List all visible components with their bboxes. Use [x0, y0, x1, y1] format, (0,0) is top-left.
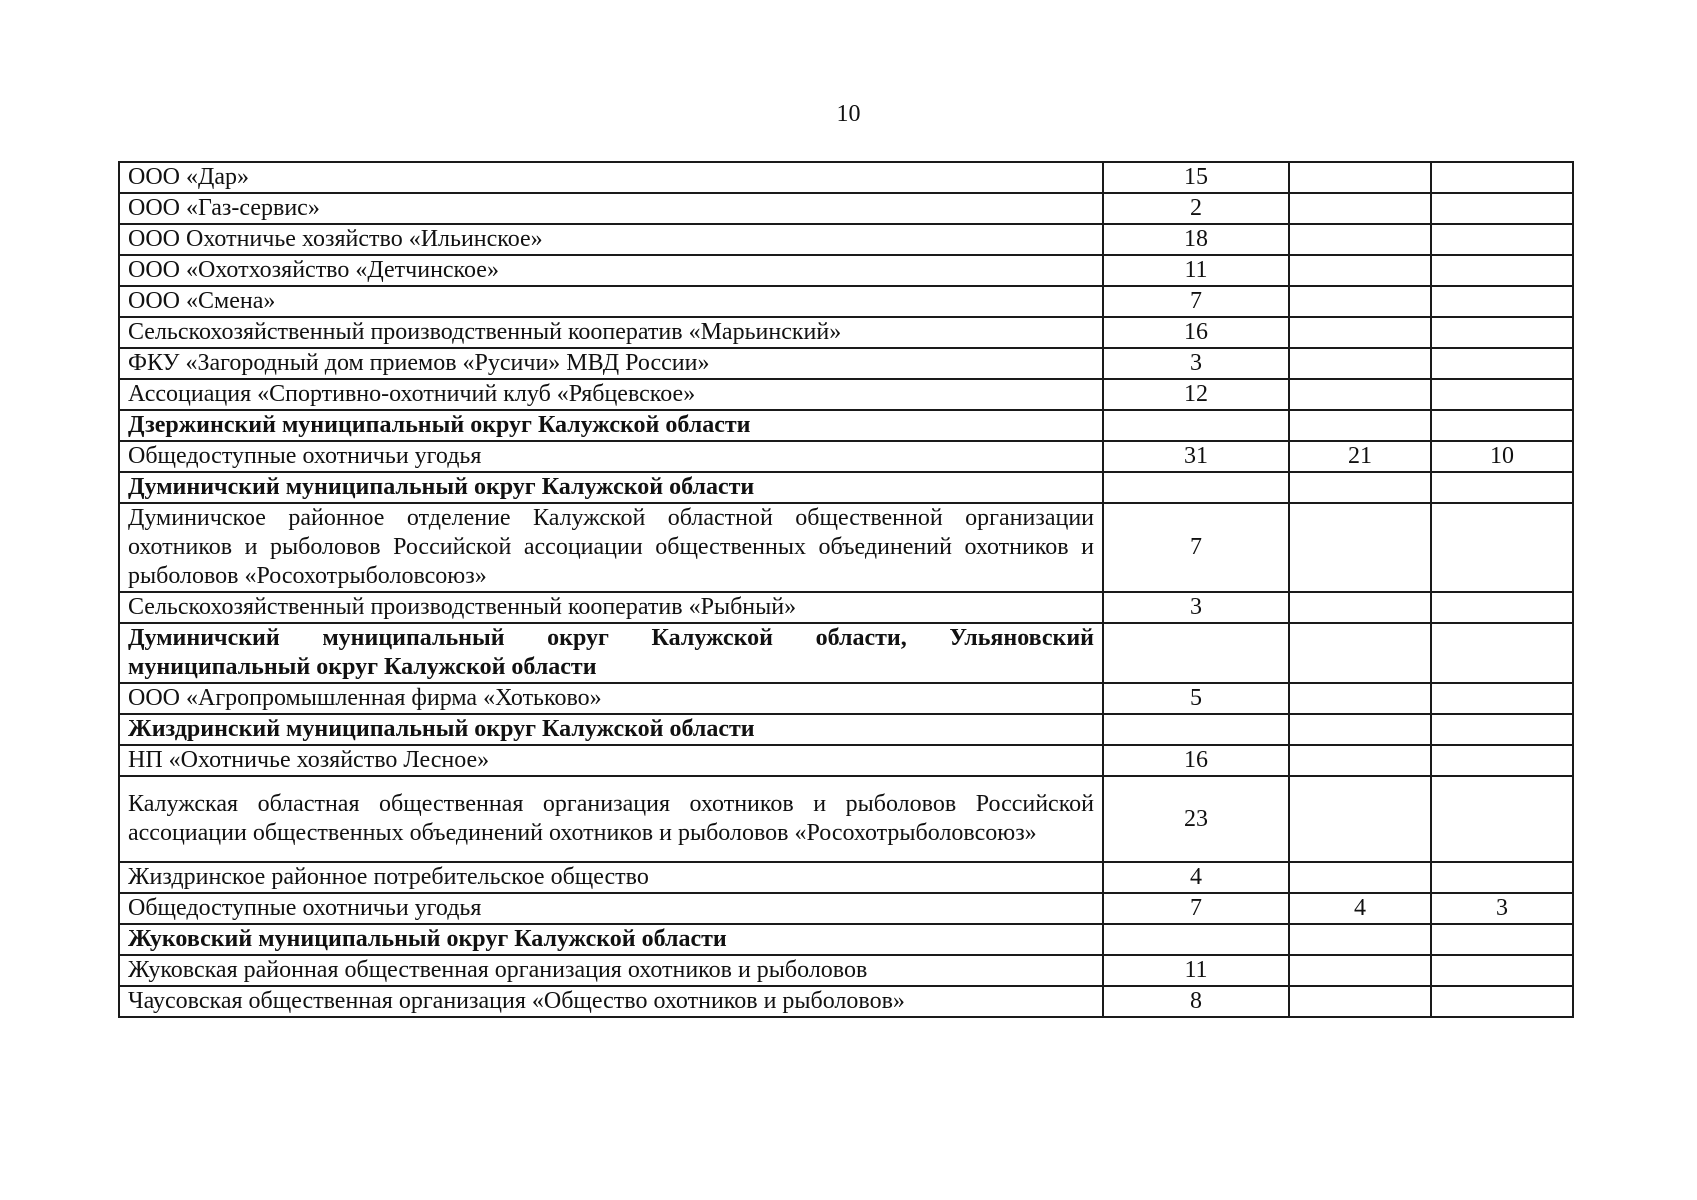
- name-cell: Думиничский муниципальный округ Калужской области, Ульяновский муниципальный округ Калужской области: [119, 623, 1103, 683]
- value-cell-2: [1289, 472, 1431, 503]
- section-heading-row: [119, 714, 1573, 745]
- value-cell-total: 16: [1103, 317, 1289, 348]
- table-row: [119, 862, 1573, 893]
- name-cell: Жиздринский муниципальный округ Калужской области: [119, 714, 1103, 745]
- value-cell-3: [1431, 592, 1573, 623]
- value-cell-total: 12: [1103, 379, 1289, 410]
- value-cell-2: [1289, 286, 1431, 317]
- value-cell-total: 2: [1103, 193, 1289, 224]
- value-cell-total: 16: [1103, 745, 1289, 776]
- name-cell: Жуковский муниципальный округ Калужской области: [119, 924, 1103, 955]
- name-cell: Общедоступные охотничьи угодья: [119, 893, 1103, 924]
- name-cell: ООО «Дар»: [119, 162, 1103, 193]
- table-row: [119, 286, 1573, 317]
- name-cell: Сельскохозяйственный производственный кооператив «Марьинский»: [119, 317, 1103, 348]
- value-cell-total: 7: [1103, 893, 1289, 924]
- value-cell-2: [1289, 623, 1431, 683]
- value-cell-3: [1431, 623, 1573, 683]
- value-cell-3: [1431, 924, 1573, 955]
- name-cell: Сельскохозяйственный производственный кооператив «Рыбный»: [119, 592, 1103, 623]
- value-cell-total: 7: [1103, 286, 1289, 317]
- value-cell-2: [1289, 193, 1431, 224]
- value-cell-total: 31: [1103, 441, 1289, 472]
- name-cell: Калужская областная общественная организация охотников и рыболовов Российской ассоциации общественных объединений охотников и рыболовов «Росохотрыболовсоюз»: [119, 776, 1103, 862]
- name-cell: ООО «Агропромышленная фирма «Хотьково»: [119, 683, 1103, 714]
- name-cell: Думиничский муниципальный округ Калужской области: [119, 472, 1103, 503]
- value-cell-2: [1289, 379, 1431, 410]
- value-cell-2: [1289, 683, 1431, 714]
- value-cell-total: 11: [1103, 255, 1289, 286]
- table-row: [119, 745, 1573, 776]
- value-cell-3: [1431, 862, 1573, 893]
- value-cell-total: 4: [1103, 862, 1289, 893]
- value-cell-2: [1289, 714, 1431, 745]
- table-row: [119, 955, 1573, 986]
- value-cell-3: [1431, 714, 1573, 745]
- value-cell-3: [1431, 348, 1573, 379]
- table-row: [119, 776, 1573, 862]
- value-cell-2: [1289, 862, 1431, 893]
- value-cell-2: [1289, 924, 1431, 955]
- value-cell-total: [1103, 472, 1289, 503]
- name-cell: Ассоциация «Спортивно-охотничий клуб «Рябцевское»: [119, 379, 1103, 410]
- name-cell: ФКУ «Загородный дом приемов «Русичи» МВД России»: [119, 348, 1103, 379]
- table-row: [119, 986, 1573, 1017]
- value-cell-3: [1431, 955, 1573, 986]
- section-heading-row: [119, 924, 1573, 955]
- table-row: [119, 592, 1573, 623]
- value-cell-3: [1431, 193, 1573, 224]
- value-cell-3: [1431, 162, 1573, 193]
- value-cell-total: 23: [1103, 776, 1289, 862]
- name-cell: Жиздринское районное потребительское общество: [119, 862, 1103, 893]
- name-cell: ООО «Газ-сервис»: [119, 193, 1103, 224]
- name-cell: ООО «Охотхозяйство «Детчинское»: [119, 255, 1103, 286]
- table-row: [119, 379, 1573, 410]
- value-cell-2: [1289, 224, 1431, 255]
- value-cell-2: [1289, 410, 1431, 441]
- table-row: [119, 503, 1573, 592]
- value-cell-3: [1431, 683, 1573, 714]
- name-cell: Дзержинский муниципальный округ Калужской области: [119, 410, 1103, 441]
- value-cell-2: [1289, 162, 1431, 193]
- table-row: [119, 441, 1573, 472]
- name-cell: Общедоступные охотничьи угодья: [119, 441, 1103, 472]
- table-row: [119, 255, 1573, 286]
- section-heading-row: [119, 410, 1573, 441]
- name-cell: Думиничское районное отделение Калужской областной общественной организации охотников и рыболовов Российской ассоциации общественных объединений охотников и рыболовов «Росохотрыболовсоюз»: [119, 503, 1103, 592]
- value-cell-3: 3: [1431, 893, 1573, 924]
- value-cell-total: [1103, 623, 1289, 683]
- name-cell: ООО Охотничье хозяйство «Ильинское»: [119, 224, 1103, 255]
- value-cell-2: [1289, 348, 1431, 379]
- value-cell-3: [1431, 410, 1573, 441]
- value-cell-2: [1289, 745, 1431, 776]
- value-cell-2: [1289, 776, 1431, 862]
- table-body: [119, 162, 1573, 1017]
- value-cell-total: 15: [1103, 162, 1289, 193]
- value-cell-total: 3: [1103, 348, 1289, 379]
- value-cell-2: [1289, 317, 1431, 348]
- table-row: [119, 317, 1573, 348]
- table-row: [119, 162, 1573, 193]
- value-cell-2: [1289, 503, 1431, 592]
- value-cell-3: [1431, 472, 1573, 503]
- value-cell-total: [1103, 924, 1289, 955]
- value-cell-3: [1431, 286, 1573, 317]
- value-cell-3: [1431, 224, 1573, 255]
- value-cell-3: [1431, 503, 1573, 592]
- value-cell-2: 4: [1289, 893, 1431, 924]
- name-cell: ООО «Смена»: [119, 286, 1103, 317]
- page-number: 10: [836, 101, 861, 127]
- table-row: [119, 893, 1573, 924]
- value-cell-2: [1289, 986, 1431, 1017]
- section-heading-row: [119, 472, 1573, 503]
- value-cell-total: [1103, 410, 1289, 441]
- value-cell-3: [1431, 255, 1573, 286]
- table-row: [119, 193, 1573, 224]
- value-cell-total: 3: [1103, 592, 1289, 623]
- name-cell: НП «Охотничье хозяйство Лесное»: [119, 745, 1103, 776]
- value-cell-3: [1431, 745, 1573, 776]
- value-cell-total: [1103, 714, 1289, 745]
- name-cell: Жуковская районная общественная организация охотников и рыболовов: [119, 955, 1103, 986]
- value-cell-2: [1289, 955, 1431, 986]
- section-heading-row: [119, 623, 1573, 683]
- value-cell-3: 10: [1431, 441, 1573, 472]
- value-cell-total: 5: [1103, 683, 1289, 714]
- table-row: [119, 224, 1573, 255]
- value-cell-2: 21: [1289, 441, 1431, 472]
- value-cell-3: [1431, 776, 1573, 862]
- value-cell-total: 18: [1103, 224, 1289, 255]
- value-cell-total: 7: [1103, 503, 1289, 592]
- table-row: [119, 683, 1573, 714]
- value-cell-2: [1289, 592, 1431, 623]
- value-cell-3: [1431, 986, 1573, 1017]
- value-cell-3: [1431, 317, 1573, 348]
- value-cell-total: 11: [1103, 955, 1289, 986]
- hunting-grounds-table: [118, 161, 1574, 1018]
- value-cell-2: [1289, 255, 1431, 286]
- value-cell-total: 8: [1103, 986, 1289, 1017]
- name-cell: Чаусовская общественная организация «Общество охотников и рыболовов»: [119, 986, 1103, 1017]
- table-row: [119, 348, 1573, 379]
- value-cell-3: [1431, 379, 1573, 410]
